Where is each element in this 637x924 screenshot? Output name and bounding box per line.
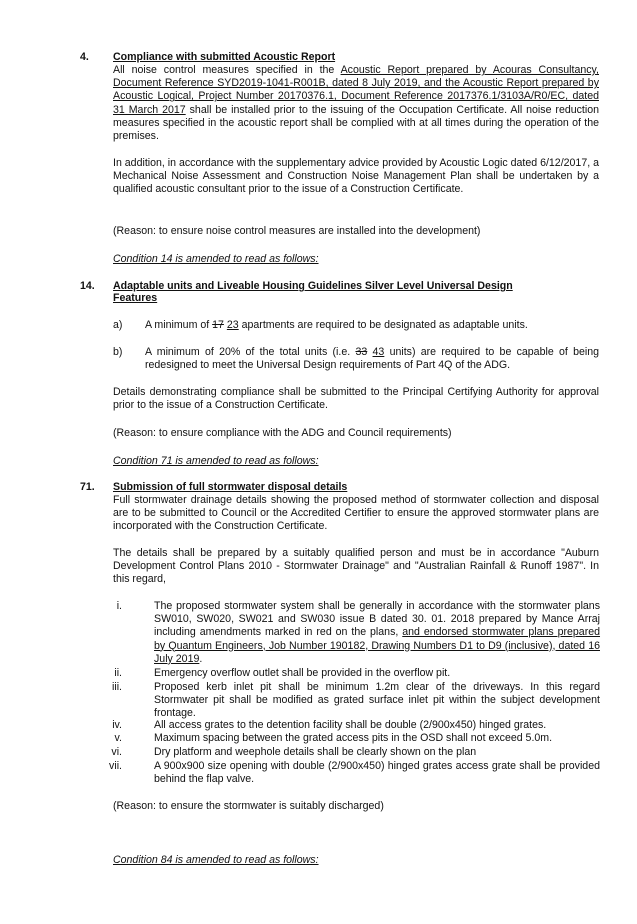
text-run: The proposed stormwater system shall be generally in accordance with the stormwater plans SW010, SW020, SW021 and SW030 issue B dated 30. 01. 2018 prepared by Mance Arraj including amendments marked in red on the plans,	[154, 600, 600, 639]
item-a-text	[145, 319, 599, 332]
condition-14-amend-note: Condition 14 is amended to read as follows:	[113, 253, 319, 265]
roman-number-ii: ii.	[114, 667, 122, 679]
condition-84-amend-note: Condition 84 is amended to read as follows:	[113, 854, 319, 866]
stormwater-item-vi: Dry platform and weephole details shall be clearly shown on the plan	[154, 746, 477, 758]
roman-number-i: i.	[116, 600, 122, 612]
deleted-text: 33	[355, 346, 368, 358]
item-label-a: a)	[113, 319, 123, 331]
roman-number-vii: vii.	[109, 760, 122, 772]
stormwater-item-v: Maximum spacing between the grated access pits in the OSD shall not exceed 5.0m.	[154, 732, 553, 744]
condition-71-reason: (Reason: to ensure the stormwater is suitably discharged)	[113, 800, 384, 812]
condition-71-paragraph-2: The details shall be prepared by a suitably qualified person and must be in accordance "Auburn Development Control Plans 2010 - Stormwater Drainage" and "Australian Rainfall & Runoff 1987". In this regard,	[113, 547, 599, 586]
stormwater-item-vii: A 900x900 size opening with double (2/900x450) hinged grates access grate shall be provided behind the flap valve.	[154, 760, 600, 786]
condition-71-paragraph-1: Full stormwater drainage details showing the proposed method of stormwater collection and disposal are to be submitted to Council or the Accredited Certifier to ensure the approved stormwater plans are incorporated with the Construction Certificate.	[113, 494, 599, 533]
roman-number-v: v.	[114, 732, 122, 744]
text-run: A minimum of 20% of the total units (i.e.	[145, 346, 356, 358]
condition-14-heading-line-1: Adaptable units and Liveable Housing Guidelines Silver Level Universal Design	[113, 280, 513, 292]
condition-number-14: 14.	[80, 280, 95, 292]
condition-4-paragraph-1	[113, 64, 599, 143]
condition-number-71: 71.	[80, 481, 95, 493]
text-run: A minimum of	[145, 319, 213, 331]
stormwater-item-iii: Proposed kerb inlet pit shall be minimum 1.2m clear of the driveways. In this regard Stormwater pit shall be modified as grated surface inlet pit within the subject development frontage.	[154, 681, 600, 720]
stormwater-item-ii: Emergency overflow outlet shall be provided in the overflow pit.	[154, 667, 451, 679]
condition-71-amend-note: Condition 71 is amended to read as follows:	[113, 455, 319, 467]
condition-14-heading-line-2: Features	[113, 292, 158, 304]
inserted-text: and endorsed stormwater plans prepared by Quantum Engineers, Job Number 190182, Drawing Numbers D1 to D9 (inclusive), dated 16 July 2019	[154, 626, 601, 665]
roman-number-iv: iv.	[112, 719, 122, 731]
roman-number-vi: vi.	[111, 746, 122, 758]
text-run: All noise control measures specified in the	[113, 64, 341, 76]
roman-number-iii: iii.	[111, 681, 122, 693]
text-run: shall be installed prior to the issuing of the Occupation Certificate. All noise reduction measures specified in the acoustic report shall be complied with at all times during the operation of the premises.	[113, 103, 599, 143]
deleted-text: 17	[212, 319, 224, 331]
condition-14-reason: (Reason: to ensure compliance with the ADG and Council requirements)	[113, 427, 452, 439]
inserted-text: 43	[372, 346, 385, 358]
stormwater-item-i	[154, 600, 600, 666]
item-label-b: b)	[113, 346, 123, 358]
inserted-text: 23	[226, 319, 239, 331]
condition-4-paragraph-2: In addition, in accordance with the supplementary advice provided by Acoustic Logic dated 6/12/2017, a Mechanical Noise Assessment and Construction Noise Management Plan shall be undertaken by a qualified acoustic consultant prior to the issue of a Construction Certificate.	[113, 157, 599, 196]
item-b-text	[145, 346, 599, 372]
text-run: apartments are required to be designated as adaptable units.	[238, 319, 528, 331]
condition-4-reason: (Reason: to ensure noise control measures are installed into the development)	[113, 225, 481, 237]
text-run: .	[199, 652, 203, 665]
condition-number-4: 4.	[80, 51, 89, 63]
text-run: units) are required to be capable of being redesigned to meet the Universal Design requirements of Part 4Q of the ADG.	[145, 346, 599, 372]
condition-4-heading: Compliance with submitted Acoustic Report	[113, 51, 336, 63]
condition-71-heading: Submission of full stormwater disposal details	[113, 481, 348, 493]
condition-14-details: Details demonstrating compliance shall be submitted to the Principal Certifying Authority for approval prior to the issue of a Construction Certificate.	[113, 386, 599, 412]
inserted-text: Acoustic Report prepared by Acouras Consultancy, Document Reference SYD2019-1041-R001B, dated 8 July 2019, and the Acoustic Report prepared by Acoustic Logical, Project Number 20170376.1, Document Reference 2017376.1/3103A/R0/EC, dated 31 March 2017	[113, 64, 599, 116]
stormwater-item-iv: All access grates to the detention facility shall be double (2/900x450) hinged grates.	[154, 719, 547, 731]
